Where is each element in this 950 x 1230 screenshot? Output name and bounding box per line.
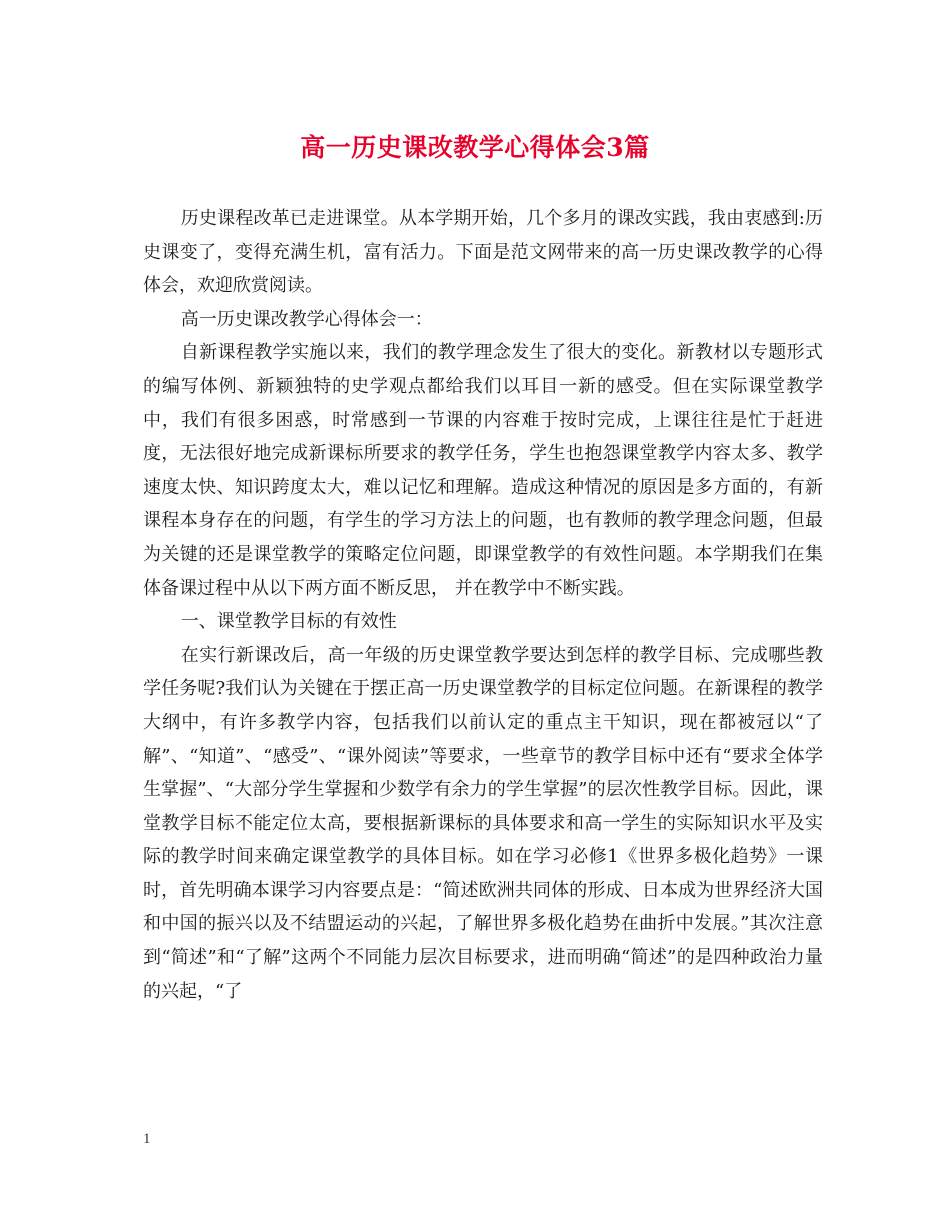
paragraph-body-1: 自新课程教学实施以来，我们的教学理念发生了很大的变化。新教材以专题形式的编写体例、新颖独特的史学观点都给我们以耳目一新的感受。但在实际课堂教学中，我们有很多困惑，时常感到一节课的内容难于按时完成，上课往往是忙于赶进度，无法很好地完成新课标所要求的教学任务，学生也抱怨课堂教学内容太多、教学速度太快、知识跨度太大，难以记忆和理解。造成这种情况的原因是多方面的，有新课程本身存在的问题，有学生的学习方法上的问题，也有教师的教学理念问题，但最为关键的还是课堂教学的策略定位问题，即课堂教学的有效性问题。本学期我们在集体备课过程中从以下两方面不断反思， 并在教学中不断实践。 [143,342,823,599]
paragraph-body-2: 在实行新课改后，高一年级的历史课堂教学要达到怎样的教学目标、完成哪些教学任务呢?我们认为关键在于摆正高一历史课堂教学的目标定位问题。在新课程的教学大纲中，有许多教学内容，包括我们以前认定的重点主干知识，现在都被冠以“了解”、“知道”、“感受”、“课外阅读”等要求，一些章节的教学目标中还有“要求全体学生掌握”、“大部分学生掌握和少数学有余力的学生掌握”的层次性教学目标。因此，课堂教学目标不能定位太高，要根据新课标的具体要求和高一学生的实际知识水平及实际的教学时间来确定课堂教学的具体目标。如在学习必修1《世界多极化趋势》一课时，首先明确本课学习内容要点是：“简述欧洲共同体的形成、日本成为世界经济大国和中国的振兴以及不结盟运动的兴起，了解世界多极化趋势在曲折中发展。”其次注意到“简述”和“了解”这两个不同能力层次目标要求，进而明确“简述”的是四种政治力量的兴起，“了 [143,644,823,1002]
paragraph-section-heading: 一、课堂教学目标的有效性 [180,611,397,633]
document-body [143,202,823,1008]
paragraph-heading-part-one: 高一历史课改教学心得体会一： [180,308,433,330]
paragraph-intro: 历史课程改革已走进课堂。从本学期开始，几个多月的课改实践，我由衷感到:历史课变了，变得充满生机，富有活力。下面是范文网带来的高一历史课改教学的心得体会，欢迎欣赏阅读。 [143,208,823,297]
page-number: 1 [143,1131,151,1147]
document-title: 高一历史课改教学心得体会3篇 [300,133,650,162]
